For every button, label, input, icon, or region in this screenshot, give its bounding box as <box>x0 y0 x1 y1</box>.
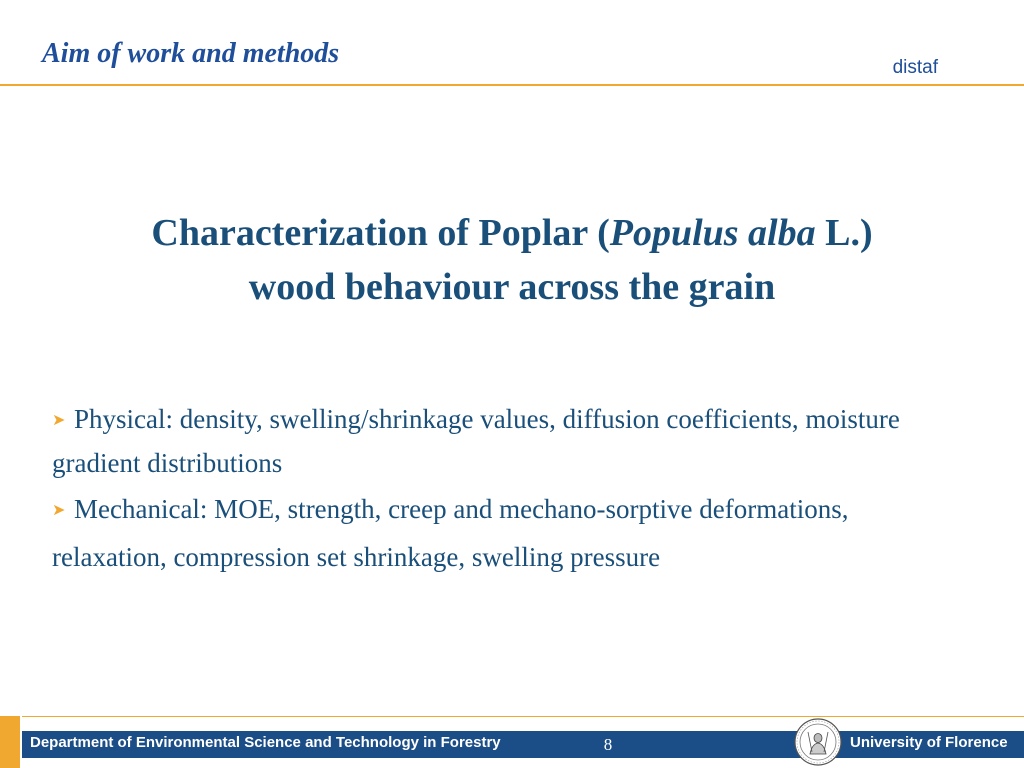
bullet-item-mechanical <box>52 486 942 580</box>
header-divider <box>0 84 1024 86</box>
bullet-list <box>52 398 942 581</box>
main-title-line1-start: Characterization of Poplar ( <box>151 212 610 254</box>
footer-university: University of Florence <box>850 734 1008 751</box>
bullet-text: Mechanical: MOE, strength, creep and mechano-sorptive deformations, relaxation, compression set shrinkage, swelling pressure <box>52 494 849 572</box>
university-seal-icon <box>794 718 842 766</box>
page-number: 8 <box>603 735 613 754</box>
footer-accent-block <box>0 716 20 768</box>
arrow-bullet-icon: ➤ <box>52 502 66 519</box>
main-title-line1-end: L.) <box>815 212 873 254</box>
footer-department: Department of Environmental Science and Technology in Forestry <box>30 734 501 751</box>
brand-label: distaf <box>892 57 938 78</box>
main-title-species: Populus alba <box>609 212 816 254</box>
main-title-line2: wood behaviour across the grain <box>248 266 776 308</box>
slide-section-title: Aim of work and methods <box>42 38 340 69</box>
bullet-item-physical <box>52 398 942 485</box>
footer-divider <box>22 716 1024 717</box>
bullet-text: Physical: density, swelling/shrinkage values, diffusion coefficients, moisture gradient distributions <box>52 404 900 478</box>
arrow-bullet-icon: ➤ <box>52 412 66 429</box>
main-title <box>0 206 1024 314</box>
